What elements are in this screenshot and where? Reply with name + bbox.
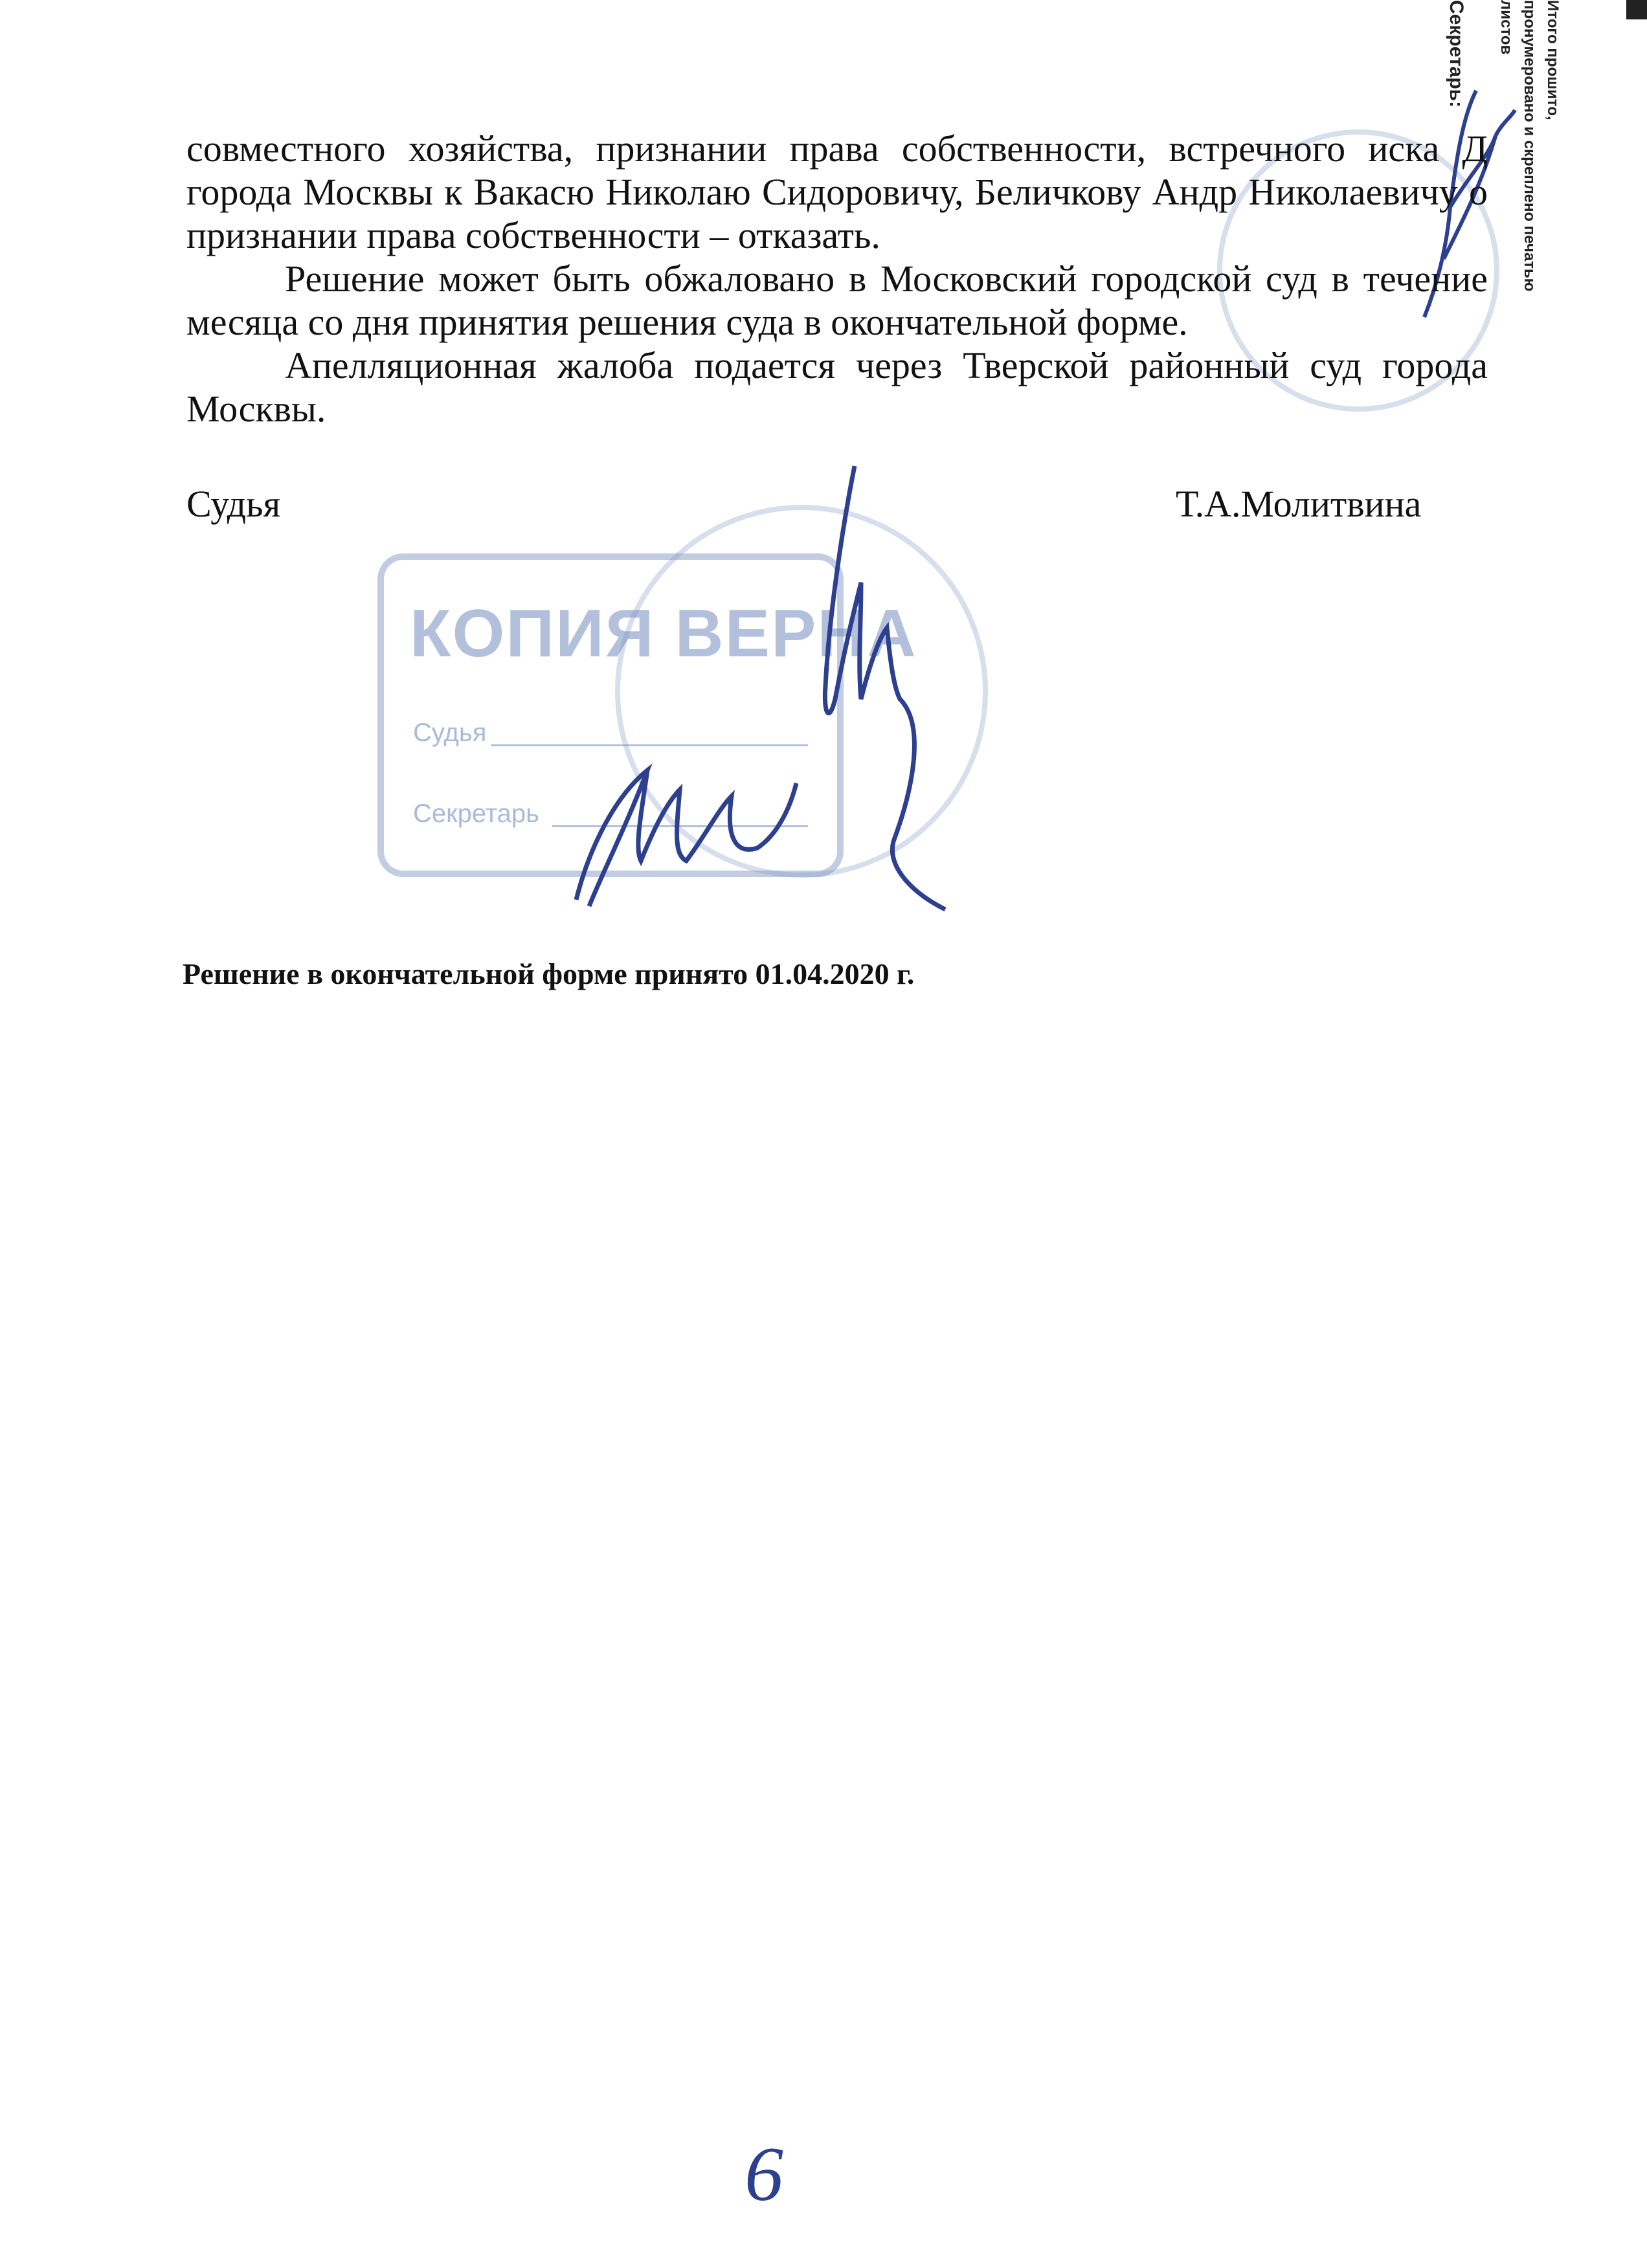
stamp-secretary-field: Секретарь (413, 799, 539, 828)
margin-note-line-1: Итого прошито, (1544, 0, 1562, 120)
paragraph-dismissal: совместного хозяйства, признании права собственности, встречного иска Д города Москвы к Вакасю Николаю Сидоровичу, Беличкову Андр Николаевичу о признании права собственности – отказать. (186, 128, 1488, 256)
corner-mark (1626, 0, 1647, 19)
margin-note-line-2: пронумеровано и скреплено печатью (1521, 0, 1538, 292)
stamp-title: КОПИЯ ВЕРНА (410, 596, 917, 671)
page-number: 6 (745, 2131, 783, 2217)
margin-note-line-3: листов (1497, 0, 1515, 55)
stamp-judge-field: Судья (413, 718, 487, 747)
paragraph-appeal-right: Решение может быть обжаловано в Московский городской суд в течение месяца со дня принятия решения суда в окончательной форме. (186, 258, 1488, 343)
judge-name: Т.А.Молитвина (1176, 483, 1422, 525)
secretary-signature (550, 744, 809, 913)
paragraph-appeal-route: Апелляционная жалоба подается через Тверской районный суд города Москвы. (186, 344, 1488, 430)
decision-body (186, 127, 1488, 430)
margin-note-line-4: Секретарь: (1446, 0, 1467, 108)
margin-binding-note (1536, 0, 1562, 194)
judge-label: Судья (186, 483, 281, 525)
final-form-note: Решение в окончательной форме принято 01.04.2020 г. (183, 957, 915, 990)
